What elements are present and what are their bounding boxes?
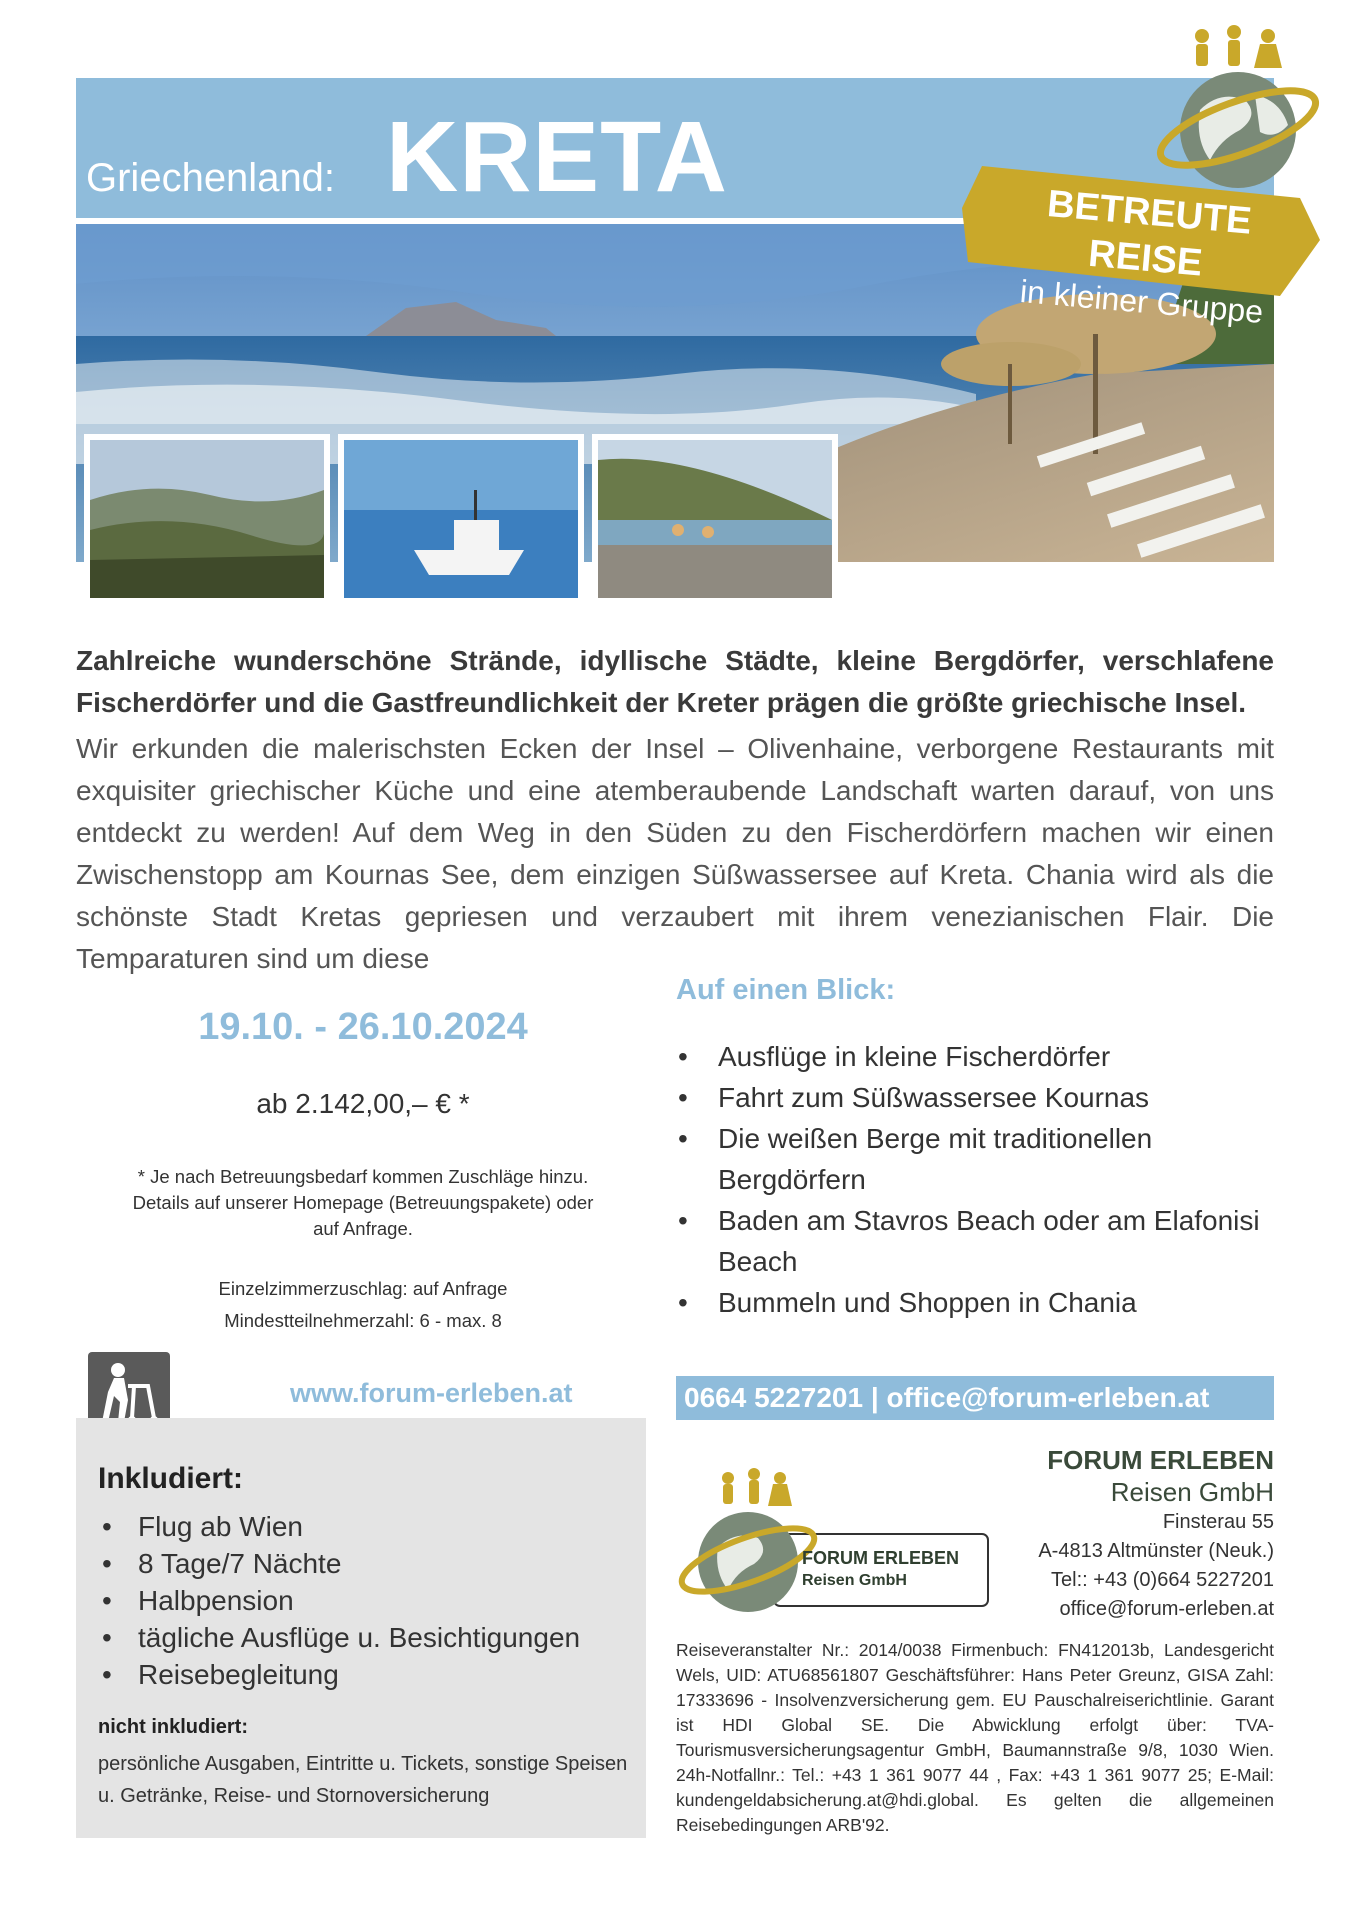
badge-line2: in kleiner Gruppe bbox=[1018, 272, 1265, 331]
mountains-illustration bbox=[90, 440, 324, 598]
legal-text: Reiseveranstalter Nr.: 2014/0038 Firmenbuch: FN412013b, Landesgericht Wels, UID: ATU68561807 Geschäftsführer: Hans Peter Greunz, GISA Zahl: 17333696 - Insolvenzversicherung gem. EU Pauschalreiserichtlinie. Garant ist HDI Global SE. Die Abwicklung erfolgt über: TVA-Tourismusversicherungsagentur GmbH, Baumannstraße 9/8, 1030 Wien. 24h-Notfallnr.: Tel.: +43 1 361 9077 44 , Fax: +43 1 361 9077 25; E-Mail: kundengeldabsicherung.at@hdi.global. Es gelten die allgemeinen Reisebedingungen ARB'92. bbox=[676, 1640, 1274, 1835]
list-item: • Halbpension bbox=[98, 1582, 580, 1619]
list-item: • Baden am Stavros Beach oder am Elafonisi Beach bbox=[676, 1200, 1276, 1282]
contact-bar[interactable]: 0664 5227201 | office@forum-erleben.at bbox=[676, 1376, 1274, 1420]
not-included-text: persönliche Ausgaben, Eintritte u. Tickets, sonstige Speisen u. Getränke, Reise- und Stornoversicherung bbox=[98, 1753, 628, 1807]
included-box bbox=[76, 1418, 646, 1838]
min-participants: Mindestteilnehmerzahl: 6 - max. 8 bbox=[224, 1310, 502, 1331]
list-item: • Die weißen Berge mit traditionellen Bergdörfern bbox=[676, 1118, 1276, 1200]
included-title: Inkludiert: bbox=[98, 1462, 244, 1495]
price: ab 2.142,00,– € * bbox=[256, 1088, 470, 1119]
list-item: • Ausflüge in kleine Fischerdörfer bbox=[676, 1036, 1276, 1077]
list-item: • Bummeln und Shoppen in Chania bbox=[676, 1282, 1276, 1323]
list-item: • Reisebegleitung bbox=[98, 1656, 580, 1693]
travel-dates: 19.10. - 26.10.2024 bbox=[198, 1006, 528, 1048]
company-address bbox=[900, 1444, 1274, 1624]
thumbnail-boat bbox=[338, 434, 584, 604]
company-name: FORUM ERLEBEN bbox=[1047, 1445, 1274, 1475]
badge-ribbon bbox=[962, 158, 1320, 331]
price-note: * Je nach Betreuungsbedarf kommen Zuschläge hinzu. Details auf unserer Homepage (Betreuungspakete) oder auf Anfrage. bbox=[132, 1166, 594, 1239]
list-item: • 8 Tage/7 Nächte bbox=[98, 1545, 580, 1582]
company-phone: Tel:: +43 (0)664 5227201 bbox=[1051, 1569, 1274, 1591]
list-item: • Flug ab Wien bbox=[98, 1508, 580, 1545]
included-list bbox=[98, 1508, 580, 1693]
single-supplement: Einzelzimmerzuschlag: auf Anfrage bbox=[218, 1278, 508, 1299]
intro-body-text: Wir erkunden die malerischsten Ecken der Insel – Olivenhaine, verborgene Restaurants mit exquisiter griechischer Küche und eine atemberaubende Landschaft warten darauf, von uns entdeckt zu werden! Auf dem Weg in den Süden zu den Fischerdörfern machen wir einen Zwischenstopp am Kournas See, dem einzigen Süßwassersee auf Kreta. Chania wird als die schönste Stadt Kretas gepriesen und verzaubert mit ihrem venezianischen Flair. Die Temparaturen sind um diese bbox=[76, 733, 1274, 974]
badge-line1: BETREUTE REISE bbox=[1045, 183, 1254, 285]
country-label: Griechenland: bbox=[86, 156, 336, 200]
beach-walk-illustration bbox=[598, 440, 832, 598]
intro-bold-text: Zahlreiche wunderschöne Strände, idyllische Städte, kleine Bergdörfer, verschlafene Fischerdörfer und die Gastfreundlichkeit der Kreter prägen die größte griechische Insel. bbox=[76, 645, 1274, 718]
thumbnail-mountains bbox=[84, 434, 330, 604]
list-item: • tägliche Ausflüge u. Besichtigungen bbox=[98, 1619, 580, 1656]
list-item: • Fahrt zum Süßwassersee Kournas bbox=[676, 1077, 1276, 1118]
company-street: Finsterau 55 bbox=[1162, 1511, 1274, 1533]
company-email[interactable]: office@forum-erleben.at bbox=[1059, 1598, 1274, 1620]
destination-title: KRETA bbox=[386, 101, 729, 213]
company-city: A-4813 Altmünster (Neuk.) bbox=[1038, 1540, 1274, 1562]
company-subname: Reisen GmbH bbox=[1110, 1477, 1274, 1507]
boat-illustration bbox=[344, 440, 578, 598]
not-included-title: nicht inkludiert: bbox=[98, 1716, 248, 1738]
thumbnail-beach-walk bbox=[592, 434, 838, 604]
glance-title: Auf einen Blick: bbox=[676, 974, 896, 1006]
company-logo-line2: Reisen GmbH bbox=[802, 1572, 907, 1589]
company-logo-line1: FORUM ERLEBEN bbox=[802, 1548, 959, 1568]
glance-list bbox=[676, 1036, 1276, 1323]
website-link[interactable]: www.forum-erleben.at bbox=[290, 1378, 573, 1408]
